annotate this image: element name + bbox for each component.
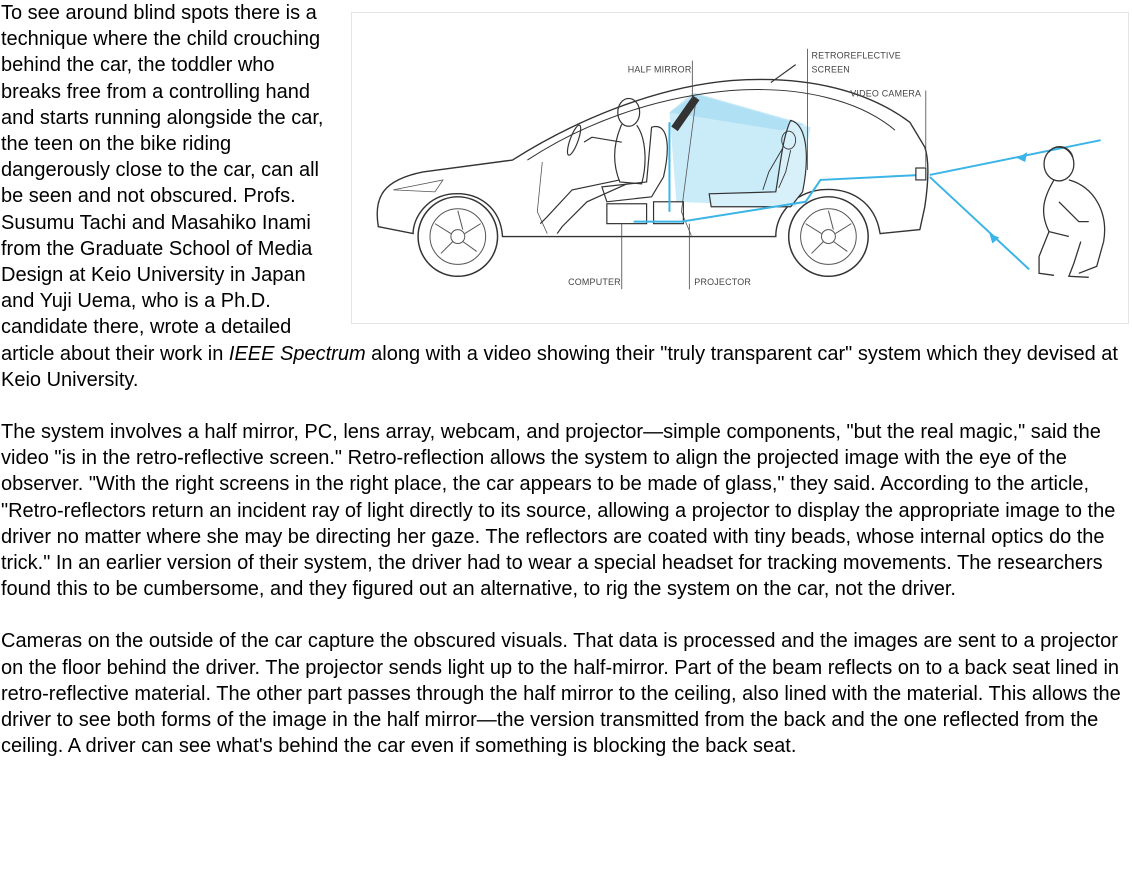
computer-box xyxy=(607,204,647,224)
intro-text: To see around blind spots there is a technique where the child crouching behind the car, the toddler who breaks free from a controlling hand and starts running alongside the car, the teen on the bike riding dangerously close to the car, can all be seen and not obscured. Profs. Susumu Tachi and Masahiko Inami from the Graduate School of Media Design at Keio University in Japan and Yuji Uema, who is a Ph.D. candidate there, wrote a detailed article about their work in xyxy=(1,2,324,365)
label-half-mirror: HALF MIRROR xyxy=(627,64,692,75)
rear-wheel xyxy=(789,197,868,276)
label-retroreflective: RETROREFLECTIVE xyxy=(811,50,901,61)
label-projector: PROJECTOR xyxy=(694,277,752,288)
label-video-camera: VIDEO CAMERA xyxy=(850,88,922,99)
car-diagram-svg xyxy=(352,13,1128,323)
transparent-car-diagram xyxy=(351,12,1129,324)
article xyxy=(1,0,1129,785)
publication-name: IEEE Spectrum xyxy=(228,342,366,365)
paragraph-system: The system involves a half mirror, PC, lens array, webcam, and projector—simple components, "but the real magic," said the video "is in the retro-reflective screen." Retro-reflection allows the system to align the projected image with the eye of the observer. "With the right screens in the right place, the car appears to be made of glass," they said. According to the article, "Retro-reflectors return an incident ray of light directly to its source, allowing a projector to display the appropriate image to the driver no matter where she may be directing her gaze. The reflectors are coated with tiny beads, whose internal optics do the trick." In an earlier version of their system, the driver had to wear a special headset for tracking movements. The researchers found this to be cumbersome, and they figured out an alternative, to rig the system on the car, not the driver. xyxy=(1,421,1116,601)
crouching-child-figure xyxy=(1039,147,1105,278)
video-camera xyxy=(916,168,926,180)
paragraph-cameras: Cameras on the outside of the car capture the obscured visuals. That data is processed and the images are sent to a projector on the floor behind the driver. The projector sends light up to the half-mirror. Part of the beam reflects on to a back seat lined in retro-reflective material. The other part passes through the half mirror to the ceiling, also lined with the material. This allows the driver to see both forms of the image in the half mirror—the version transmitted from the back and the one reflected from the ceiling. A driver can see what's behind the car even if something is blocking the back seat. xyxy=(1,630,1121,758)
car-headlight xyxy=(393,180,443,192)
front-wheel xyxy=(418,197,497,276)
beam-arrows xyxy=(989,152,1027,243)
driver-figure xyxy=(540,98,645,233)
label-screen: SCREEN xyxy=(811,64,850,75)
intro-text-end: along with a video showing their "truly transparent car" system which they devised at Keio University. xyxy=(1,342,1118,391)
label-computer: COMPUTER xyxy=(568,277,621,288)
